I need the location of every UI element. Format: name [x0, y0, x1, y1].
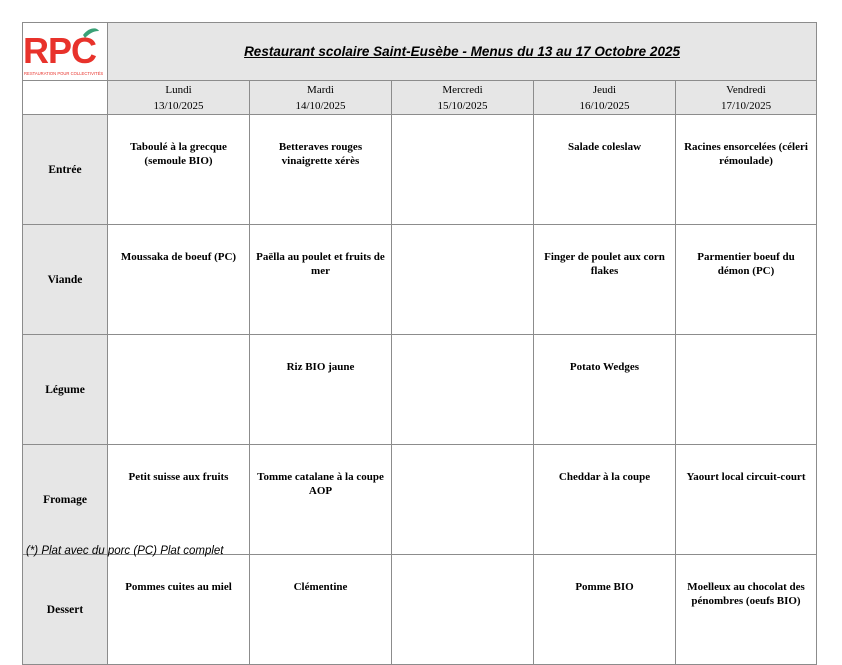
day-name: Mercredi	[442, 83, 483, 96]
dish-cell: Riz BIO jaune	[250, 335, 392, 445]
dish-cell	[392, 335, 534, 445]
corner-cell	[23, 81, 108, 115]
day-date: 17/10/2025	[720, 99, 772, 112]
course-row-viande	[23, 225, 817, 335]
day-name: Jeudi	[592, 83, 617, 96]
dish-cell: Clémentine	[250, 555, 392, 665]
day-name: Mardi	[307, 83, 334, 96]
course-label: Légume	[23, 335, 108, 445]
dish-cell: Finger de poulet aux corn flakes	[534, 225, 676, 335]
day-header	[534, 81, 676, 115]
menu-table	[22, 22, 817, 665]
days-row	[23, 81, 817, 115]
day-date: 16/10/2025	[579, 99, 630, 112]
dish-cell: Potato Wedges	[534, 335, 676, 445]
day-date: 15/10/2025	[437, 99, 488, 112]
dish-cell	[676, 335, 817, 445]
course-row-fromage	[23, 445, 817, 555]
rpc-logo	[23, 25, 108, 79]
day-header	[108, 81, 250, 115]
dish-cell: Moussaka de boeuf (PC)	[108, 225, 250, 335]
dish-cell	[392, 225, 534, 335]
dish-cell: Cheddar à la coupe	[534, 445, 676, 555]
logo-cell	[23, 23, 108, 81]
course-label: Viande	[23, 225, 108, 335]
day-date: 13/10/2025	[153, 99, 204, 112]
dish-cell: Pommes cuites au miel	[108, 555, 250, 665]
footnote: (*) Plat avec du porc (PC) Plat complet	[26, 545, 224, 557]
course-label: Dessert	[23, 555, 108, 665]
dish-cell	[392, 115, 534, 225]
dish-cell: Racines ensorcelées (céleri rémoulade)	[676, 115, 817, 225]
course-row-legume	[23, 335, 817, 445]
dish-cell: Moelleux au chocolat des pénombres (oeufs BIO)	[676, 555, 817, 665]
day-header	[250, 81, 392, 115]
dish-cell: Pomme BIO	[534, 555, 676, 665]
course-row-entree	[23, 115, 817, 225]
dish-cell: Salade coleslaw	[534, 115, 676, 225]
menu-sheet	[22, 22, 816, 665]
dish-cell: Taboulé à la grecque (semoule BIO)	[108, 115, 250, 225]
day-header	[676, 81, 817, 115]
day-header	[392, 81, 534, 115]
dish-cell	[108, 335, 250, 445]
day-name: Vendredi	[726, 83, 766, 96]
day-date: 14/10/2025	[295, 99, 346, 112]
dish-cell: Petit suisse aux fruits	[108, 445, 250, 555]
dish-cell	[392, 555, 534, 665]
course-row-dessert	[23, 555, 817, 665]
course-label: Entrée	[23, 115, 108, 225]
dish-cell: Tomme catalane à la coupe AOP	[250, 445, 392, 555]
title-row	[23, 23, 817, 81]
dish-cell: Betteraves rouges vinaigrette xérès	[250, 115, 392, 225]
course-label: Fromage	[23, 445, 108, 555]
logo-tagline: RESTAURATION POUR COLLECTIVITÉS	[24, 71, 104, 76]
day-name: Lundi	[165, 83, 192, 96]
dish-cell	[392, 445, 534, 555]
dish-cell: Yaourt local circuit-court	[676, 445, 817, 555]
dish-cell: Parmentier boeuf du démon (PC)	[676, 225, 817, 335]
title-cell	[108, 23, 817, 81]
page-title: Restaurant scolaire Saint-Eusèbe - Menus du 13 au 17 Octobre 2025	[244, 43, 680, 59]
dish-cell: Paëlla au poulet et fruits de mer	[250, 225, 392, 335]
logo-text: RPC	[23, 30, 97, 71]
